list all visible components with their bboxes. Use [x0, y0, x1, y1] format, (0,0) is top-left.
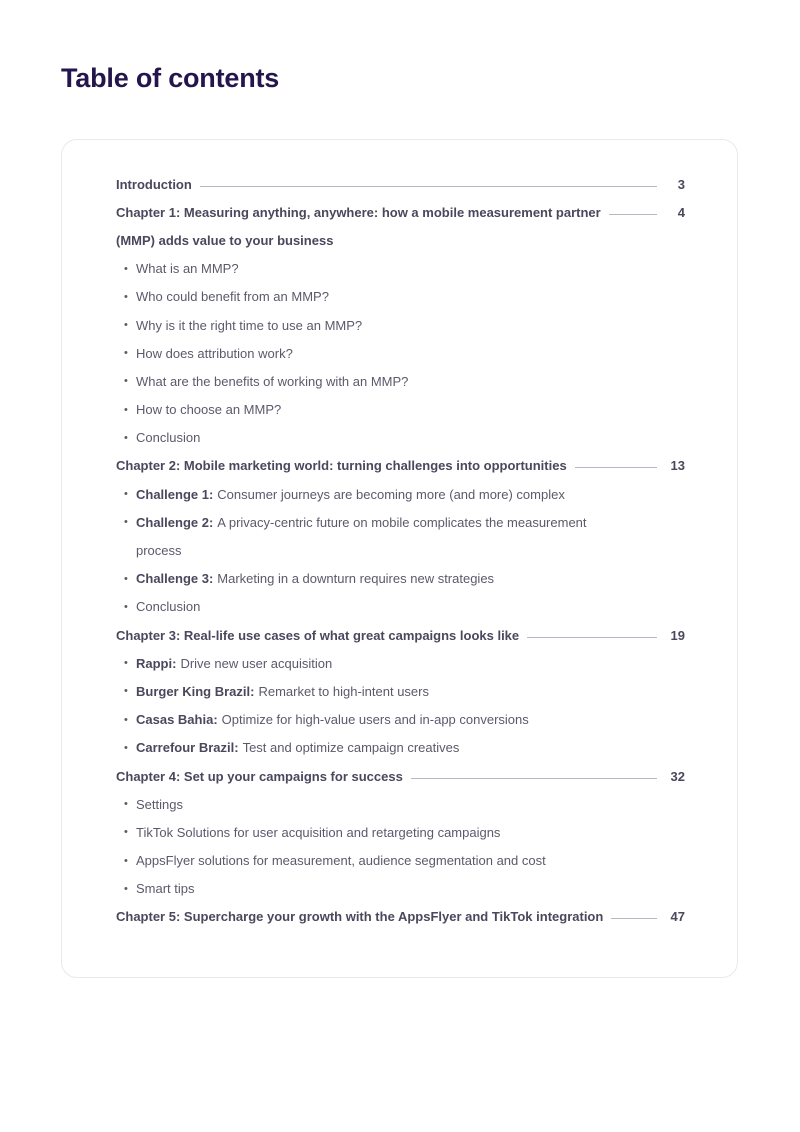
- toc-entry-chapter-3[interactable]: [116, 621, 685, 649]
- bullet-icon: •: [124, 290, 128, 303]
- toc-entry-chapter-5[interactable]: [116, 903, 685, 931]
- bullet-icon: •: [124, 882, 128, 895]
- page-number: 19: [670, 627, 685, 643]
- bullet-icon: •: [124, 262, 128, 275]
- page-number: 13: [670, 458, 685, 474]
- toc-subitem-text: Remarket to high-intent users: [258, 683, 429, 699]
- toc-subitem[interactable]: [116, 508, 685, 536]
- toc-subitem[interactable]: [116, 818, 685, 846]
- toc-subitem[interactable]: [116, 283, 685, 311]
- toc-subitem-text: Marketing in a downturn requires new strategies: [217, 571, 495, 587]
- toc-subitem-text-line2: process: [136, 543, 182, 559]
- toc-subitem[interactable]: [116, 649, 685, 677]
- toc-subitem-lead: Casas Bahia:: [136, 712, 218, 728]
- bullet-icon: •: [124, 685, 128, 698]
- toc-subitem[interactable]: [116, 339, 685, 367]
- dot-leader: [575, 467, 657, 468]
- bullet-icon: •: [124, 741, 128, 754]
- bullet-icon: •: [124, 657, 128, 670]
- toc-subitem-text: Test and optimize campaign creatives: [242, 740, 460, 756]
- toc-entry-title: Chapter 4: Set up your campaigns for success: [116, 768, 403, 784]
- page-number: 32: [670, 768, 685, 784]
- dot-leader: [200, 186, 657, 187]
- toc-subitem[interactable]: [116, 480, 685, 508]
- toc-subitem[interactable]: [116, 677, 685, 705]
- toc-subitem-continuation: [116, 536, 685, 564]
- toc-subitem[interactable]: [116, 734, 685, 762]
- toc-entry-title-line2: (MMP) adds value to your business: [116, 232, 334, 248]
- toc-subitem-text: What is an MMP?: [136, 261, 239, 277]
- toc-subitem[interactable]: [116, 311, 685, 339]
- toc-subitem-text: Consumer journeys are becoming more (and more) complex: [217, 486, 565, 502]
- toc-entry-introduction[interactable]: [116, 170, 685, 198]
- bullet-icon: •: [124, 572, 128, 585]
- bullet-icon: •: [124, 431, 128, 444]
- bullet-icon: •: [124, 319, 128, 332]
- toc-subitem-lead: Carrefour Brazil:: [136, 740, 239, 756]
- toc-entry-title: Chapter 2: Mobile marketing world: turning challenges into opportunities: [116, 458, 567, 474]
- page-number: 47: [670, 909, 685, 925]
- dot-leader: [611, 918, 657, 919]
- toc-card: [61, 139, 738, 978]
- toc-subitem-text: A privacy-centric future on mobile complicates the measurement: [217, 514, 587, 530]
- toc-subitem-lead: Rappi:: [136, 655, 177, 671]
- toc-entry-chapter-2[interactable]: [116, 452, 685, 480]
- bullet-icon: •: [124, 403, 128, 416]
- bullet-icon: •: [124, 854, 128, 867]
- toc-subitem[interactable]: [116, 367, 685, 395]
- dot-leader: [411, 778, 657, 779]
- toc-subitem-text: Conclusion: [136, 599, 201, 615]
- toc-subitem[interactable]: [116, 706, 685, 734]
- toc-subitem-text: Settings: [136, 796, 183, 812]
- page-number: 4: [677, 204, 685, 220]
- toc-subitem-text: Who could benefit from an MMP?: [136, 289, 329, 305]
- bullet-icon: •: [124, 375, 128, 388]
- toc-subitem[interactable]: [116, 396, 685, 424]
- toc-subitem-text: What are the benefits of working with an MMP?: [136, 373, 409, 389]
- toc-entry-chapter-4[interactable]: [116, 762, 685, 790]
- bullet-icon: •: [124, 713, 128, 726]
- toc-subitem[interactable]: [116, 790, 685, 818]
- bullet-icon: •: [124, 600, 128, 613]
- toc-subitem-lead: Burger King Brazil:: [136, 683, 255, 699]
- toc-subitem-text: Drive new user acquisition: [180, 655, 333, 671]
- toc-subitem-lead: Challenge 1:: [136, 486, 214, 502]
- toc-subitem-text: Smart tips: [136, 881, 195, 897]
- toc-subitem-text: TikTok Solutions for user acquisition and retargeting campaigns: [136, 824, 501, 840]
- toc-subitem[interactable]: [116, 424, 685, 452]
- toc-entry-chapter-1[interactable]: [116, 198, 685, 226]
- toc-subitem[interactable]: [116, 847, 685, 875]
- dot-leader: [609, 214, 657, 215]
- bullet-icon: •: [124, 798, 128, 811]
- bullet-icon: •: [124, 347, 128, 360]
- toc-entry-title-continuation: [116, 226, 685, 254]
- toc-subitem[interactable]: [116, 565, 685, 593]
- toc-entry-title: Chapter 5: Supercharge your growth with the AppsFlyer and TikTok integration: [116, 909, 604, 925]
- toc-subitem-text: Optimize for high-value users and in-app conversions: [221, 712, 529, 728]
- toc-entry-title: Introduction: [116, 176, 192, 192]
- toc-subitem[interactable]: [116, 875, 685, 903]
- page-number: 3: [677, 176, 685, 192]
- toc-subitem-lead: Challenge 2:: [136, 514, 214, 530]
- bullet-icon: •: [124, 516, 128, 529]
- toc-subitem-text: AppsFlyer solutions for measurement, audience segmentation and cost: [136, 853, 546, 869]
- toc-entry-title: Chapter 1: Measuring anything, anywhere: how a mobile measurement partner: [116, 204, 601, 220]
- toc-subitem-text: How does attribution work?: [136, 345, 293, 361]
- toc-subitem-text: Why is it the right time to use an MMP?: [136, 317, 363, 333]
- toc-list: [116, 170, 685, 931]
- dot-leader: [527, 637, 657, 638]
- page-title: Table of contents: [61, 63, 280, 93]
- bullet-icon: •: [124, 826, 128, 839]
- toc-entry-title: Chapter 3: Real-life use cases of what great campaigns looks like: [116, 627, 520, 643]
- toc-subitem[interactable]: [116, 255, 685, 283]
- toc-subitem-text: How to choose an MMP?: [136, 402, 282, 418]
- toc-subitem-lead: Challenge 3:: [136, 571, 214, 587]
- toc-subitem-text: Conclusion: [136, 430, 201, 446]
- bullet-icon: •: [124, 488, 128, 501]
- toc-subitem[interactable]: [116, 593, 685, 621]
